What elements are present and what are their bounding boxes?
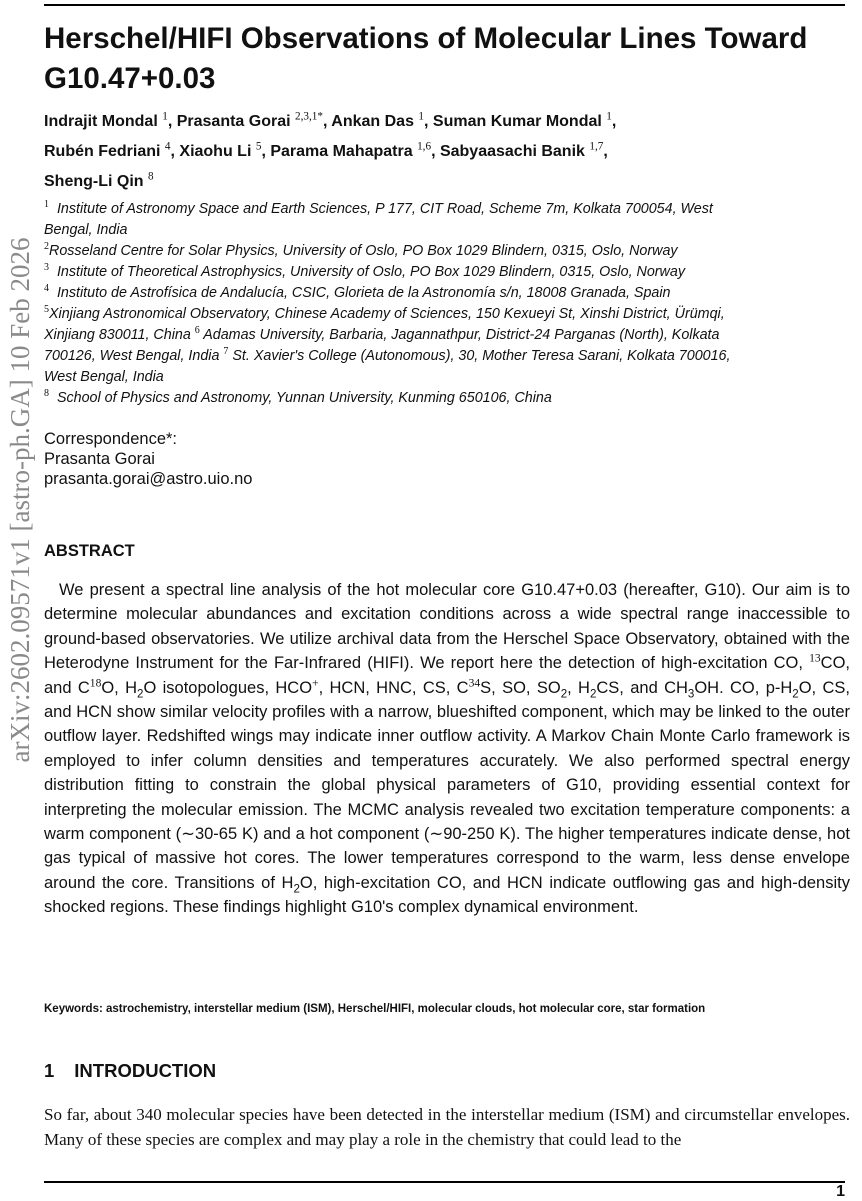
author-separator: ,: [431, 143, 440, 160]
author-separator: ,: [603, 143, 608, 160]
section-title: INTRODUCTION: [74, 1060, 217, 1081]
author-affiliation-marker: 1,7: [589, 140, 604, 153]
introduction-paragraph: So far, about 340 molecular species have been detected in the interstellar medium (ISM) and circumstellar envelopes. Many of these species are complex and may play a role in the chemistry that could lead to the: [44, 1105, 850, 1149]
author-affiliation-marker: 8: [148, 170, 154, 183]
author-name: Prasanta Gorai: [176, 113, 291, 130]
affiliation-1: [44, 199, 754, 241]
author-affiliation-marker: 1: [418, 110, 425, 123]
affiliation-number: 3: [44, 262, 49, 274]
affiliation-text: Institute of Astronomy Space and Earth Sciences, P 177, CIT Road, Scheme 7m, Kolkata 700054, West Bengal, India: [44, 201, 713, 238]
affiliation-text: Adamas University, Barbaria, Jagannathpur, District-24 Parganas (North), Kolkata 700126, West Bengal, India: [44, 327, 720, 364]
affiliation-text: School of Physics and Astronomy, Yunnan University, Kunming 650106, China: [56, 390, 552, 406]
page-number: 1: [836, 1183, 845, 1200]
author-affiliation-marker: 2,3,1*: [295, 110, 323, 123]
correspondence-email[interactable]: prasanta.gorai@astro.uio.no: [44, 470, 253, 488]
affiliation-text: Rosseland Centre for Solar Physics, University of Oslo, PO Box 1029 Blindern, 0315, Oslo, Norway: [49, 243, 678, 259]
author-separator: ,: [611, 113, 617, 130]
affiliation-text: Institute of Theoretical Astrophysics, University of Oslo, PO Box 1029 Blindern, 0315, Oslo, Norway: [56, 264, 685, 280]
author-name: Parama Mahapatra: [270, 143, 413, 160]
abstract-paragraph: We present a spectral line analysis of the hot molecular core G10.47+0.03 (hereafter, G10). Our aim is to determine molecular abundances and excitation conditions across a wide spectral range inaccessible to ground-based observatories. We utilize archival data from the Herschel Space Observatory, obtained with the Heterodyne Instrument for the Far-Infrared (HIFI). We report here the detection of high-excitation CO, $^{13}$CO, and $C^{18}O$, $H_2O$ isotopologues, HCO+, HCN, HNC, CS, $C^{34}S$, SO, $SO_2$, $H_2CS$, and $CH_3OH$. CO, $p-H_2O$, CS, and HCN show similar velocity profiles with a narrow, blueshifted component, which may be linked to the outer outflow layer. Redshifted wings may indicate inner outflow activity. A Markov Chain Monte Carlo framework is employed to infer column densities and temperatures accurately. We also performed spectral energy distribution fitting to constrain the global physical parameters of G10, providing essential context for interpreting the molecular emission. The MCMC analysis revealed two excitation temperature components: a warm component (∼30-65 K) and a hot component (∼90-250 K). The higher temperatures indicate dense, hot gas typical of massive hot cores. The lower temperatures correspond to the warm, less dense envelope around the core. Transitions of $H_2O$, high-excitation CO, and HCN indicate outflowing gas and high-density shocked regions. These findings highlight G10's complex dynamical environment.: [44, 581, 850, 917]
affiliation-number: 4: [44, 283, 49, 295]
paper-title: Herschel/HIFI Observations of Molecular Lines Toward G10.47+0.03: [44, 22, 808, 95]
author-separator: ,: [424, 113, 433, 130]
affiliation-number: 7: [223, 346, 229, 358]
bottom-rule: [44, 1181, 845, 1183]
arxiv-sidebar-stamp: arXiv:2602.09571v1 [astro-ph.GA] 10 Feb 2026: [5, 237, 35, 763]
author-affiliation-marker: 5: [255, 140, 262, 153]
author-name: Ankan Das: [331, 113, 414, 130]
affiliation-number: 1: [44, 199, 49, 211]
introduction-heading: [44, 1060, 216, 1082]
author-affiliation-marker: 1: [162, 110, 168, 123]
correspondence-label: Correspondence*:: [44, 430, 177, 448]
affiliation-text: Instituto de Astrofísica de Andalucía, CSIC, Glorieta de la Astronomía s/n, 18008 Granada, Spain: [56, 285, 671, 301]
author-separator: ,: [322, 113, 332, 130]
affiliation-text: St. Xavier's College (Autonomous), 30, Mother Teresa Sarani, Kolkata 700016, West Bengal, India: [44, 348, 731, 385]
author-name: Rubén Fedriani: [44, 143, 161, 160]
top-rule: [44, 4, 845, 6]
affiliation-8: [44, 388, 754, 409]
author-list: [44, 107, 764, 197]
affiliations: [44, 199, 754, 409]
affiliation-2: [44, 241, 754, 262]
abstract-heading: ABSTRACT: [44, 542, 135, 560]
keywords: Keywords: astrochemistry, interstellar medium (ISM), Herschel/HIFI, molecular clouds, hot molecular core, star formation: [44, 1003, 706, 1015]
section-number: 1: [44, 1060, 55, 1081]
author-affiliation-marker: 4: [164, 140, 171, 153]
author-separator: ,: [261, 143, 271, 160]
author-name: Xiaohu Li: [179, 143, 252, 160]
affiliation-number: 2: [44, 241, 49, 253]
affiliation-3: [44, 262, 754, 283]
author-affiliation-marker: 1: [606, 110, 612, 123]
author-separator: ,: [170, 143, 180, 160]
affiliation-5-6-7: [44, 304, 754, 388]
author-name: Indrajit Mondal: [44, 113, 158, 130]
affiliation-number: 6: [194, 325, 200, 337]
author-name: Sheng-Li Qin: [44, 173, 144, 190]
author-affiliation-marker: 1,6: [417, 140, 432, 153]
author-name: Suman Kumar Mondal: [432, 113, 602, 130]
author-name: Sabyaasachi Banik: [439, 143, 585, 160]
correspondence-name: Prasanta Gorai: [44, 450, 155, 468]
author-separator: ,: [167, 113, 177, 130]
correspondence-block: [44, 429, 252, 489]
affiliation-number: 8: [44, 388, 49, 400]
affiliation-number: 5: [44, 304, 49, 316]
affiliation-text: Xinjiang Astronomical Observatory, Chinese Academy of Sciences, 150 Kexueyi St, Xinshi District, Ürümqi, Xinjiang 830011, China: [44, 306, 725, 343]
affiliation-4: [44, 283, 754, 304]
